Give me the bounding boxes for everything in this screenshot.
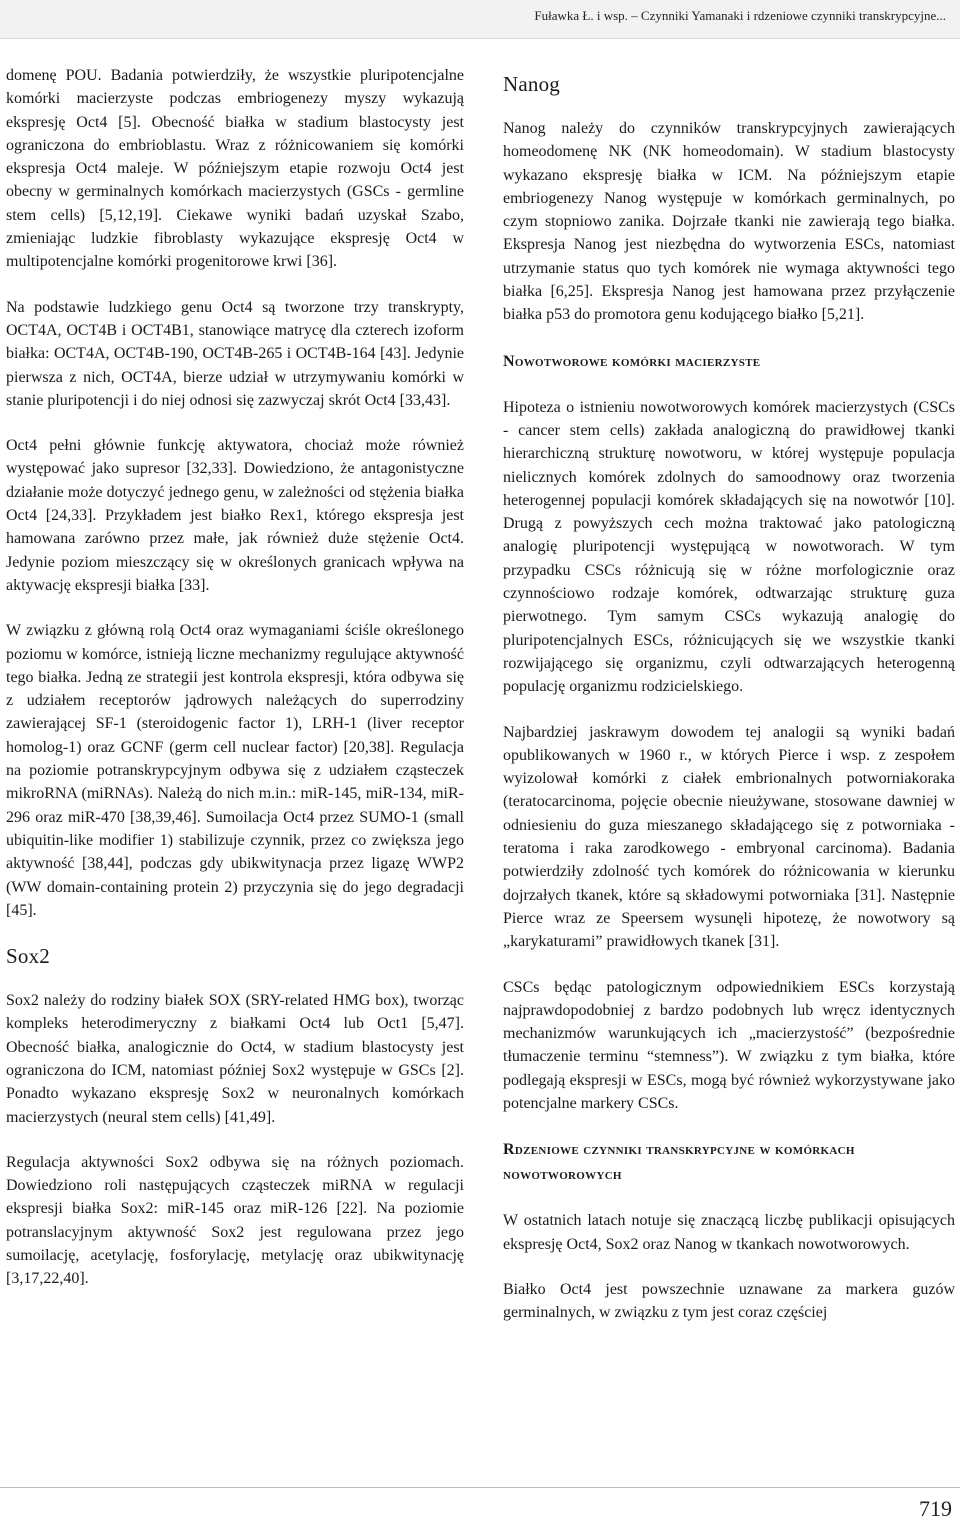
running-head: Fuławka Ł. i wsp. – Czynniki Yamanaki i rdzeniowe czynniki transkrypcyjne...: [534, 8, 946, 23]
page-number: 719: [919, 1496, 952, 1521]
paragraph: Nanog należy do czynników transkrypcyjnych zawierających homeodomenę NK (NK homeodomain). W stadium blastocysty wykazano ekspresję białka w ICM. Na późniejszym etapie embriogenezy Nanog występuje w komórkach germinalnych, po czym stopniowo zanika. Dojrzałe tkanki nie zawierają tego białka. Ekspresja Nanog jest niezbędna do wytworzenia ESCs, natomiast utrzymanie status quo tych komórek nie wymaga aktywności tego białka [6,25]. Ekspresja Nanog jest hamowana przez przyłączenie białka p53 do promotora genu kodującego białko [5,21].: [503, 120, 955, 324]
paragraph: Sox2 należy do rodziny białek SOX (SRY-related HMG box), tworząc kompleks heterodimeryczny z białkami Oct4 lub Oct1 [5,47]. Obecność białka, analogicznie do Oct4, w stadium blastocysty jest ograniczona do ICM, natomiast później Sox2 występuje w GSCs [2]. Ponadto wykazano ekspresję Sox2 w neuronalnych komórkach macierzystych (neural stem cells) [41,49].: [6, 992, 464, 1126]
section-heading-cancer-stem-cells: Nowotworowe komórki macierzyste: [503, 352, 761, 370]
left-column: [6, 64, 464, 1313]
section-heading-sox2: Sox2: [6, 944, 50, 969]
paragraph: Białko Oct4 jest powszechnie uznawane za markera guzów germinalnych, w związku z tym jest coraz częściej: [503, 1280, 955, 1322]
section-heading-nanog: Nanog: [503, 72, 560, 96]
footer-rule: [0, 1487, 960, 1488]
paragraph: W ostatnich latach notuje się znaczącą liczbę publikacji opisujących ekspresję Oct4, Sox2 oraz Nanog w tkankach nowotworowych.: [503, 1212, 955, 1253]
paragraph: CSCs będąc patologicznym odpowiednikiem ESCs korzystają najprawdopodobniej z bardzo podobnych lub wręcz identycznych mechanizmów warunkujących ich „macierzystość” (bezpośrednie tłumaczenie terminu “stemness”). W związku z tym białka, które podlegają ekspresji w ESCs, mogą być również wykorzystywane jako potencjalne markery CSCs.: [503, 978, 955, 1112]
paragraph: domenę POU. Badania potwierdziły, że wszystkie pluripotencjalne komórki macierzyste podczas embriogenezy myszy wykazują ekspresję Oct4 [5]. Obecność białka w stadium blastocysty jest ograniczona do embrioblastu. Wraz z różnicowaniem się komórki ekspresja Oct4 maleje. W późniejszym etapie rozwoju Oct4 jest obecny w germinalnych komórkach macierzystych (GSCs - germline stem cells) [5,12,19]. Ciekawe wyniki badań uzyskał Szabo, zmieniając ludzkie fibroblasty wykazujące ekspresję Oct4 w multipotencjalne komórki progenitorowe krwi [36].: [6, 67, 464, 271]
paragraph: Oct4 pełni głównie funkcję aktywatora, chociaż może również występować jako supresor [32,33]. Dowiedziono, że antagonistyczne działanie może dotyczyć jednego genu, w zależności od stężenia białka Oct4 [24,33]. Przykładem jest białko Rex1, którego ekspresja jest hamowana zarówno przez małe, jak również duże stężenie Oct4. Jedynie poziom mieszczący się w określonych granicach wpływa na aktywację ekspresji białka [33].: [6, 437, 464, 594]
paragraph: Najbardziej jaskrawym dowodem tej analogii są wyniki badań opublikowanych w 1960 r., w których Pierce i wsp. z zespołem wyizolował komórki z ciałek embrionalnych potworniakoraka (teratocarcinoma, pojęcie obecnie nieużywane, stosowane dawniej w odniesieniu do guza mieszanego składającego się z potworniaka - teratoma i raka zarodkowego - embryonal carcinoma). Badania potwierdziły zdolność tych komórek do różnicowania w kierunku dojrzałych tkanek, które są składowymi potworniaka [31]. Następnie Pierce wraz ze Speersem wysunęli hipotezę, że nowotwory są „karykaturami” prawidłowych tkanek [31].: [503, 723, 955, 951]
paragraph: Regulacja aktywności Sox2 odbywa się na różnych poziomach. Dowiedziono roli następujących cząsteczek miRNA w regulacji ekspresji białka Sox2: miR-145 oraz miR-126 [22]. Na poziomie potranslacyjnym aktywność Sox2 jest regulowana przez jego sumoilację, acetylację, fosforylację, metylację oraz ubikwitynację [3,17,22,40].: [6, 1153, 464, 1288]
header-bar: [0, 0, 960, 39]
paragraph: Na podstawie ludzkiego genu Oct4 są tworzone trzy transkrypty, OCT4A, OCT4B i OCT4B1, stanowiące matrycę dla czterech izoform białka: OCT4A, OCT4B-190, OCT4B-265 i OCT4B-164 [43]. Jedynie pierwsza z nich, OCT4A, bierze udział w utrzymywaniu komórki w stanie pluripotencji i do niej odnosi się zazwyczaj skrót Oct4 [33,43].: [6, 298, 464, 409]
paragraph: Hipoteza o istnieniu nowotworowych komórek macierzystych (CSCs - cancer stem cells) zakłada analogiczną do prawidłowej tkanki hierarchiczną strukturę nowotworu, w której występuje populacja nielicznych komórek zdolnych do samoodnowy oraz tworzenia heterogennej populacji komórek składających się na nowotwór [10]. Drugą z powyższych cech można traktować jako patologiczną analogię pluripotencji występującą w nowotworach. W tym przypadku CSCs różnicują się w różne morfologicznie oraz czynnościowo rodzaje komórek, odtwarzając strukturę guza pierwotnego. Tym samym CSCs wykazują analogię do pluripotencjalnych ESCs, różnicujących się we wszystkie tkanki rozwijającego się organizmu, czyli odtwarzających heterogenną populację organizmu rodzicielskiego.: [503, 398, 955, 696]
right-column: [503, 64, 955, 1346]
paragraph: W związku z główną rolą Oct4 oraz wymaganiami ściśle określonego poziomu w komórce, istnieją liczne mechanizmy regulujące aktywność tego białka. Jedną ze strategii jest kontrola ekspresji, która odbywa się z udziałem receptorów jądrowych należących do superrodziny zawierającej SF-1 (steroidogenic factor 1), LRH-1 (liver receptor homolog-1) oraz GCNF (germ cell nuclear factor) [20,38]. Regulacja na poziomie potranskrypcyjnym odbywa się z udziałem cząsteczek mikroRNA (miRNAs). Należą do nich m.in.: miR-145, miR-134, miR-296 oraz miR-470 [38,39,46]. Sumoilacja Oct4 przez SUMO-1 (small ubiquitin-like modifier 1) stabilizuje czynnik, przez co zwiększa jego aktywność [38,44], podczas gdy ubikwitynacja przez ligazę WWP2 (WW domain-containing protein 2) przyczynia się do jego degradacji [45].: [6, 622, 464, 919]
section-heading-core-factors: Rdzeniowe czynniki transkrypcyjne w komórkach nowotworowych: [503, 1141, 855, 1184]
